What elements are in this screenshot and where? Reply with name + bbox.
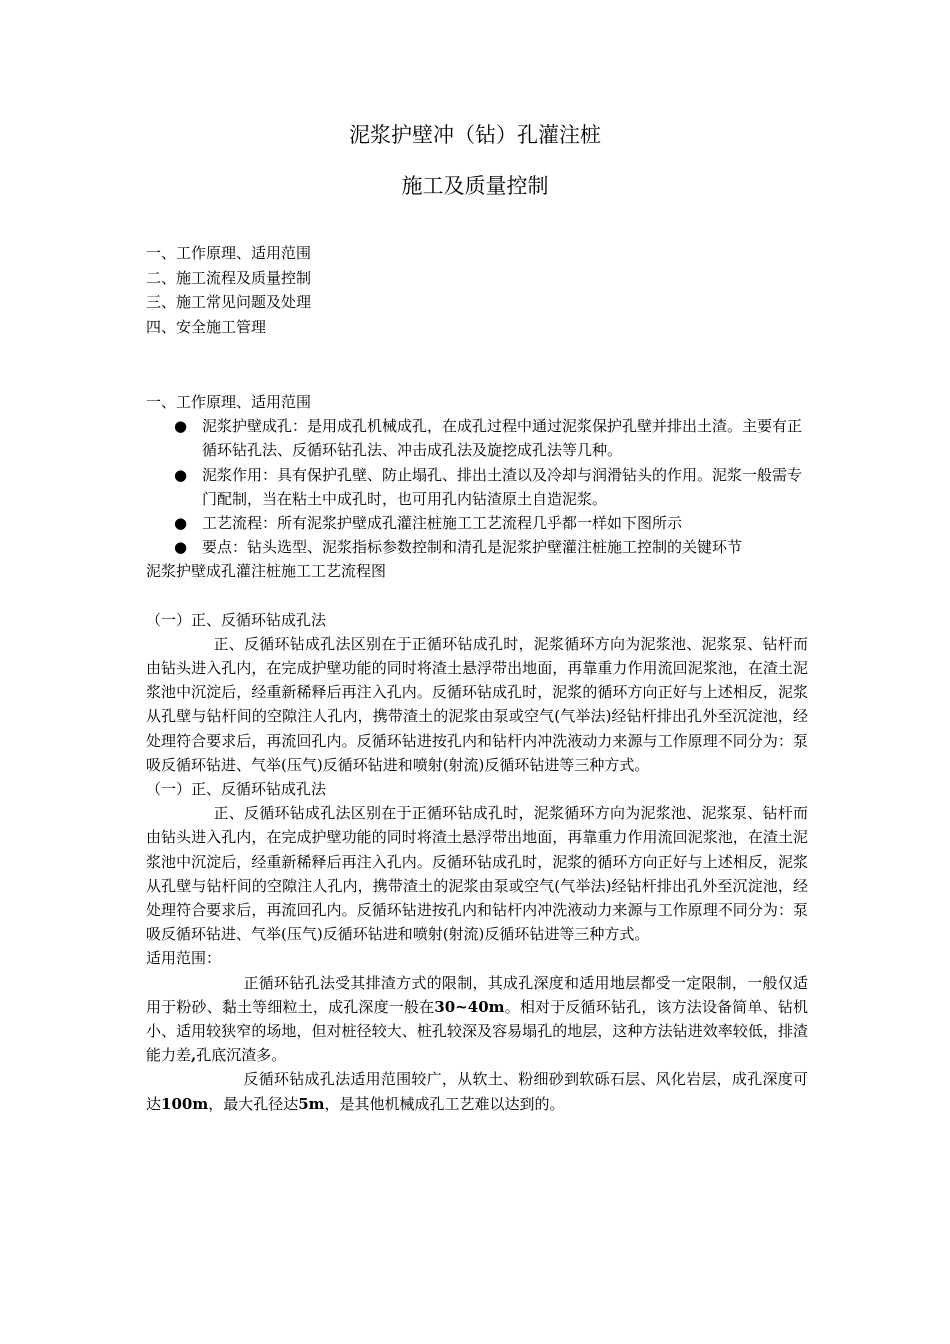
list-item-text: 要点：钻头选型、泥浆指标参数控制和清孔是泥浆护壁灌注桩施工控制的关键环节 (202, 538, 743, 557)
toc-item: 一、工作原理、适用范围 (146, 244, 312, 262)
text-run: 孔底沉渣多。 (196, 1046, 287, 1065)
text-run: ，是其他机械成孔工艺难以达到的。 (324, 1094, 565, 1113)
text-run: 正循环钻孔法受其排渣方式的限制，其成孔深度和适用地层都受一定限制，一般仅适用于粉砂、黏土等细粒土，成孔深度一般在 (146, 973, 808, 1016)
bullet-icon: ● (174, 514, 188, 533)
subsection-heading: （一）正、反循环钻成孔法 (146, 610, 327, 629)
scope-paragraph (146, 971, 808, 1068)
text-run: 反循环钻成孔法适用范围较广，从软土、粉细砂到软砾石层、风化岩层，成孔深度可达 (146, 1070, 808, 1113)
list-item (146, 511, 808, 535)
list-item (146, 535, 808, 559)
bold-value: , (191, 1046, 197, 1065)
section-heading: 一、工作原理、适用范围 (146, 393, 312, 411)
list-item-text: 工艺流程：所有泥浆护壁成孔灌注桩施工工艺流程几乎都一样如下图所示 (202, 514, 683, 533)
list-item-text: 泥浆作用：具有保护孔壁、防止塌孔、排出土渣以及冷却与润滑钻头的作用。泥浆一般需专门配制，当在粘土中成孔时，也可用孔内钻渣原土自造泥浆。 (202, 465, 803, 508)
list-item (146, 414, 808, 462)
toc-item: 四、安全施工管理 (146, 317, 267, 336)
subsection-heading: （一）正、反循环钻成孔法 (146, 780, 327, 799)
bullet-icon: ● (174, 465, 188, 484)
bold-value: 30~40m (434, 997, 505, 1016)
spacer (146, 584, 808, 608)
text-run: 。相对于反循环钻孔，该方法设备简单、钻机小、适用较狭窄的场地，但对桩径较大、桩孔较深及容易塌孔的地层，这种方法钻进效率较低，排渣能力差 (146, 997, 808, 1065)
list-item (146, 463, 808, 511)
list-item-text: 泥浆护壁成孔：是用成孔机械成孔，在成孔过程中通过泥浆保护孔壁并排出土渣。主要有正循环钻孔法、反循环钻孔法、冲击成孔法及旋挖成孔法等几种。 (202, 417, 803, 460)
toc-item: 三、施工常见问题及处理 (146, 293, 312, 311)
body-paragraph: 正、反循环钻成孔法区别在于正循环钻成孔时，泥浆循环方向为泥浆池、泥浆泵、钻杆而由钻头进入孔内，在完成护壁功能的同时将渣土悬浮带出地面，再靠重力作用流回泥浆池，在渣土泥浆池中沉淀后，经重新稀释后再注入孔内。反循环钻成孔时，泥浆的循环方向正好与上述相反，泥浆从孔壁与钻杆间的空隙注人孔内，携带渣土的泥浆由泵或空气(气举法)经钻杆排出孔外至沉淀池，经处理符合要求后，再流回孔内。反循环钻进按孔内和钻杆内冲洗液动力来源与工作原理不同分为：泵吸反循环钻进、气举(压气)反循环钻进和喷射(射流)反循环钻进等三种方式。 (146, 804, 808, 944)
bold-value: 5m (298, 1094, 325, 1113)
bullet-icon: ● (174, 417, 188, 436)
bullet-icon: ● (174, 538, 188, 557)
bold-value: 100m (161, 1094, 209, 1113)
table-of-contents (146, 241, 311, 339)
scope-paragraph (146, 1067, 808, 1115)
document-body (146, 390, 808, 1116)
text-run: ，最大孔径达 (208, 1094, 299, 1113)
body-paragraph: 正、反循环钻成孔法区别在于正循环钻成孔时，泥浆循环方向为泥浆池、泥浆泵、钻杆而由钻头进入孔内，在完成护壁功能的同时将渣土悬浮带出地面，再靠重力作用流回泥浆池，在渣土泥浆池中沉淀后，经重新稀释后再注入孔内。反循环钻成孔时，泥浆的循环方向正好与上述相反，泥浆从孔壁与钻杆间的空隙注人孔内，携带渣土的泥浆由泵或空气(气举法)经钻杆排出孔外至沉淀池，经处理符合要求后，再流回孔内。反循环钻进按孔内和钻杆内冲洗液动力来源与工作原理不同分为：泵吸反循环钻进、气举(压气)反循环钻进和喷射(射流)反循环钻进等三种方式。 (146, 634, 808, 774)
scope-heading: 适用范围： (146, 949, 222, 968)
bullet-list (146, 414, 808, 559)
figure-caption: 泥浆护壁成孔灌注桩施工工艺流程图 (146, 562, 387, 581)
document-title: 泥浆护壁冲（钻）孔灌注桩 (349, 123, 601, 147)
toc-item: 二、施工流程及质量控制 (146, 268, 312, 287)
document-subtitle: 施工及质量控制 (401, 174, 549, 198)
